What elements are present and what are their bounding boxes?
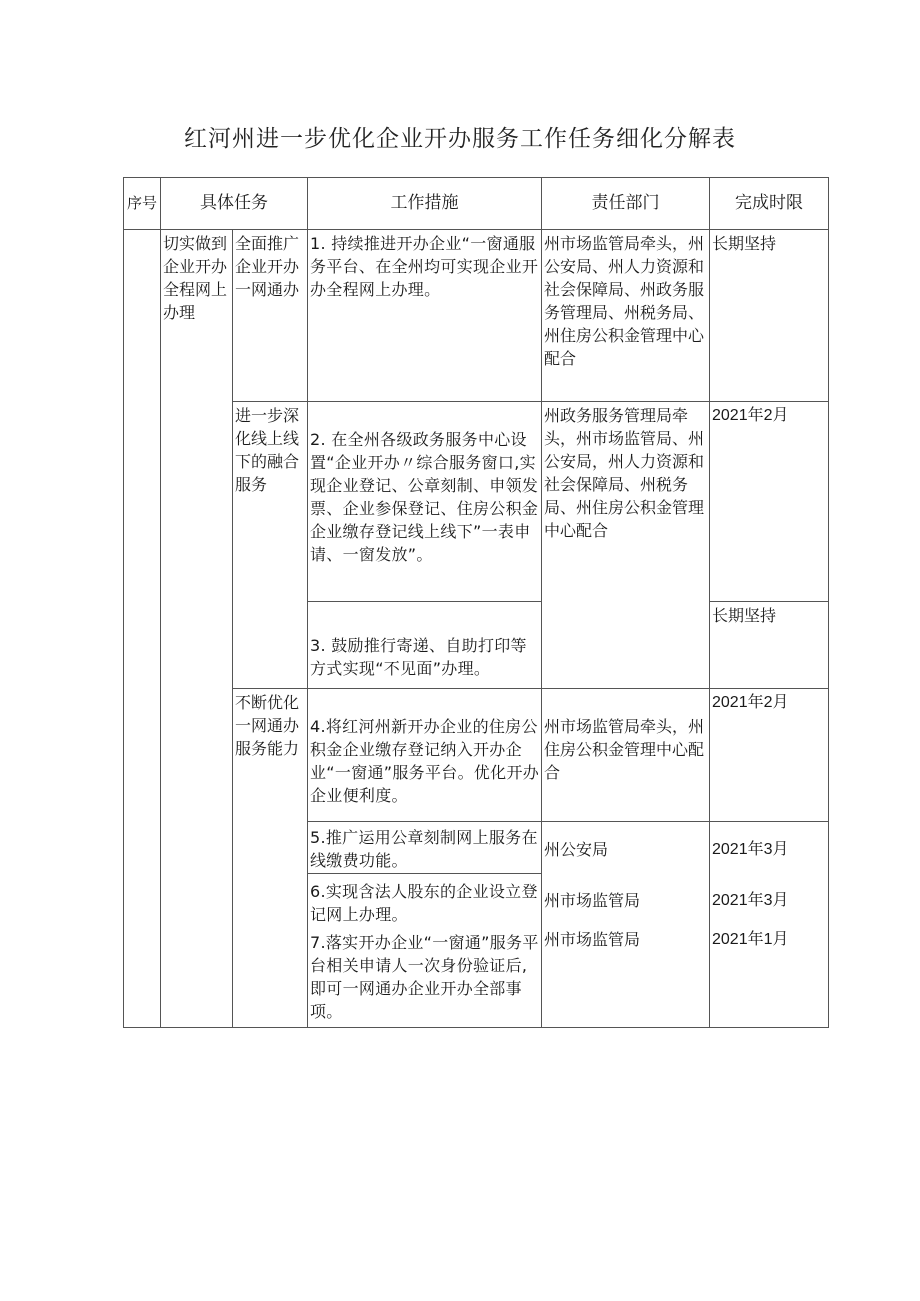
subtask-cell: 进一步深化线上线下的融合服务 [233,402,308,689]
deadline-cell: 2021年2月 [710,402,829,602]
header-task: 具体任务 [161,178,308,230]
table-header-row [124,178,829,230]
department-cell: 州公安局 [542,822,710,874]
deadline-cell: 2021年3月 [710,822,829,874]
header-deadline: 完成时限 [710,178,829,230]
subtask-cell: 不断优化一网通办服务能力 [233,689,308,1028]
seq-cell [124,230,161,1028]
deadline-cell: 长期坚持 [710,230,829,402]
header-measures: 工作措施 [308,178,542,230]
department-cell: 州市场监管局 [542,928,710,1028]
header-seq: 序号 [124,178,161,230]
measure-cell: 6.实现含法人股东的企业设立登记网上办理。 [308,874,542,928]
department-cell: 州市场监管局 [542,874,710,928]
department-cell: 州市场监管局牵头，州住房公积金管理中心配合 [542,689,710,822]
page-title: 红河州进一步优化企业开办服务工作任务细化分解表 [184,126,736,152]
department-cell: 州市场监管局牵头，州公安局、州人力资源和社会保障局、州政务服务管理局、州税务局、州住房公积金管理中心配合 [542,230,710,402]
measure-cell: 4.将红河州新开办企业的住房公积金企业缴存登记纳入开办企业“一窗通”服务平台。优化开办企业便利度。 [308,689,542,822]
subtask-cell: 全面推广企业开办一网通办 [233,230,308,402]
table-row [124,230,829,402]
deadline-cell: 长期坚持 [710,602,829,689]
deadline-cell: 2021年2月 [710,689,829,822]
measure-cell: 1. 持续推进开办企业“一窗通服务平台、在全州均可实现企业开办全程网上办理。 [308,230,542,402]
deadline-cell: 2021年1月 [710,928,829,1028]
deadline-cell: 2021年3月 [710,874,829,928]
measure-cell: 2. 在全州各级政务服务中心设置“企业开办〃综合服务窗口,实现企业登记、公章刻制、申领发票、企业参保登记、住房公积金企业缴存登记线上线下”一表申请、一窗发放”。 [308,402,542,602]
measure-cell: 3. 鼓励推行寄递、自助打印等方式实现“不见面”办理。 [308,602,542,689]
measure-cell: 5.推广运用公章刻制网上服务在线缴费功能。 [308,822,542,874]
category-cell: 切实做到企业开办全程网上办理 [161,230,233,1028]
measure-cell: 7.落实开办企业“一窗通”服务平台相关申请人一次身份验证后,即可一网通办企业开办全部事项。 [308,928,542,1028]
header-department: 责任部门 [542,178,710,230]
task-breakdown-table [123,177,829,1028]
department-cell: 州政务服务管理局牵头，州市场监管局、州公安局，州人力资源和社会保障局、州税务局、州住房公积金管理中心配合 [542,402,710,689]
